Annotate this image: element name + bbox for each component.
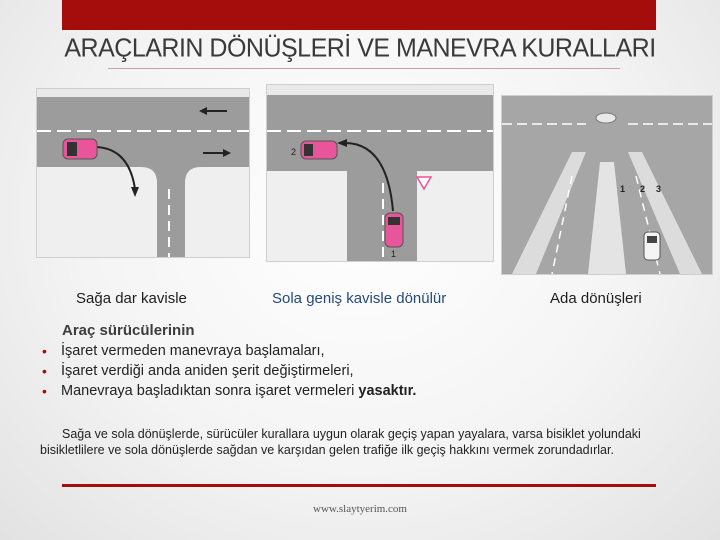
bullet-icon: • xyxy=(42,363,47,379)
rules-list xyxy=(40,341,416,401)
caption-left-turn: Sola geniş kavisle dönülür xyxy=(272,290,447,307)
island-turn-icon xyxy=(502,96,712,274)
car-2-label: 2 xyxy=(291,147,297,157)
top-accent-bar xyxy=(62,0,656,30)
left-turn-illustration xyxy=(266,84,494,262)
list-item xyxy=(40,341,416,361)
lane-number-1: 1 xyxy=(620,184,626,194)
bottom-accent-rule xyxy=(62,484,656,487)
rule-text: Manevraya başladıktan sonra işaret vermeleri xyxy=(61,383,359,399)
right-turn-icon xyxy=(37,89,249,257)
rule-emphasis: yasaktır. xyxy=(358,383,417,399)
right-turn-illustration xyxy=(36,88,250,258)
caption-right-turn: Sağa dar kavisle xyxy=(76,290,187,307)
title-underline xyxy=(108,68,620,69)
left-turn-icon xyxy=(267,85,493,261)
rule-text: İşaret verdiği anda aniden şerit değiştirmeleri, xyxy=(61,363,354,379)
list-item xyxy=(40,381,416,401)
lane-number-2: 2 xyxy=(640,184,646,194)
list-item xyxy=(40,361,416,381)
bullet-icon: • xyxy=(42,383,47,399)
page-title: ARAÇLARIN DÖNÜŞLERİ VE MANEVRA KURALLARI xyxy=(64,33,656,63)
subheading: Araç sürücülerinin xyxy=(62,322,195,339)
car-1-label: 1 xyxy=(391,249,397,259)
caption-island-turn: Ada dönüşleri xyxy=(550,290,642,307)
rule-text: İşaret vermeden manevraya başlamaları, xyxy=(61,343,325,359)
bullet-icon: • xyxy=(42,343,47,359)
footer-url: www.slaytyerim.com xyxy=(313,503,407,515)
lane-number-3: 3 xyxy=(656,184,662,194)
island-turn-illustration xyxy=(501,95,713,275)
right-of-way-paragraph: Sağa ve sola dönüşlerde, sürücüler kurallara uygun olarak geçiş yapan yayalara, varsa bisiklet yolundaki bisikletlilere ve sola dönüşlerde sağdan ve karşıdan gelen trafiğe ilk geçiş hakkını vermek zorundadırlar. xyxy=(40,427,641,457)
